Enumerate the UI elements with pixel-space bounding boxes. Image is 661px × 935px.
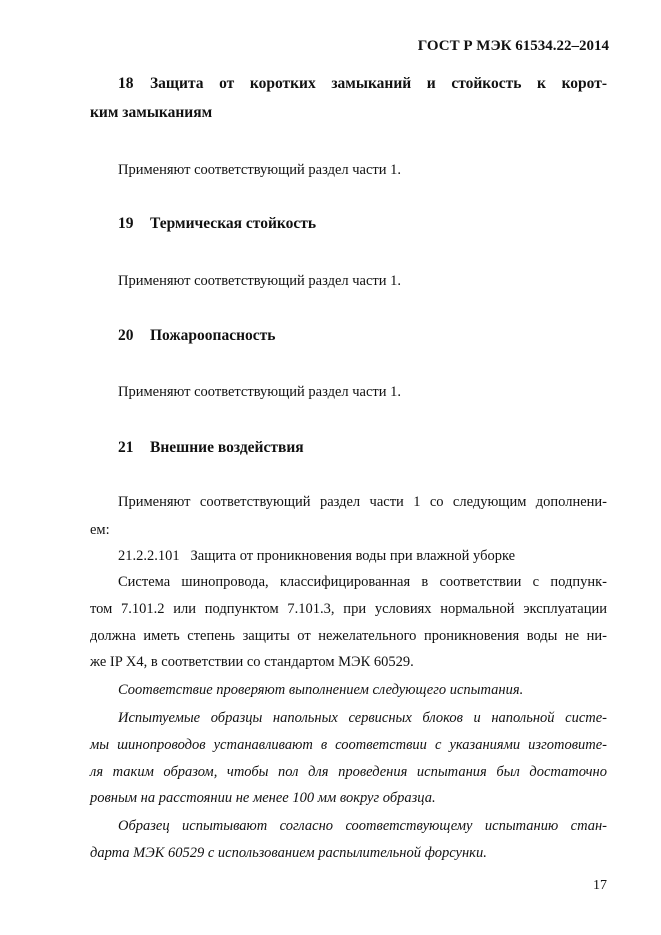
paragraph-line: Система шинопровода, классифицированная в соответствии с подпунк-: [118, 574, 607, 590]
section-number: 20: [118, 327, 134, 344]
paragraph-line: Испытуемые образцы напольных сервисных блоков и напольной систе-: [118, 710, 607, 726]
paragraph-line: мы шинопроводов устанавливают в соответствии с указаниями изготовите-: [90, 737, 607, 753]
section-number: 21: [118, 439, 134, 456]
paragraph-line: должна иметь степень защиты от нежелательного проникновения воды не ни-: [90, 628, 607, 644]
paragraph-line: том 7.101.2 или подпунктом 7.101.3, при условиях нормальной эксплуатации: [90, 601, 607, 617]
section-20-heading: [118, 327, 607, 345]
page-number: 17: [593, 878, 607, 893]
paragraph-line: ровным на расстоянии не менее 100 мм вокруг образца.: [90, 790, 436, 806]
section-number: 18: [118, 75, 134, 92]
paragraph-line: ем:: [90, 522, 110, 538]
section-18-heading: [118, 75, 607, 93]
paragraph-line: ля таким образом, чтобы пол для проведения испытания был достаточно: [90, 764, 607, 780]
subclause-heading: 21.2.2.101 Защита от проникновения воды при влажной уборке: [118, 548, 516, 564]
document-header: ГОСТ Р МЭК 61534.22–2014: [417, 38, 609, 54]
paragraph-line: Образец испытывают согласно соответствующему испытанию стан-: [118, 818, 607, 834]
section-18-text: Применяют соответствующий раздел части 1.: [118, 162, 402, 178]
heading-text: Термическая стойкость: [150, 215, 317, 232]
heading-text: Пожароопасность: [150, 327, 276, 344]
section-21-heading: [118, 439, 607, 457]
section-20-text: Применяют соответствующий раздел части 1.: [118, 384, 402, 400]
heading-text: Внешние воздействия: [150, 439, 304, 456]
paragraph-line: Соответствие проверяют выполнением следующего испытания.: [118, 682, 524, 698]
section-number: 19: [118, 215, 134, 232]
section-18-heading-cont: ким замыканиям: [90, 104, 213, 121]
section-19-heading: [118, 215, 607, 233]
heading-text: Защита от коротких замыканий и стойкость к корот-: [150, 75, 607, 92]
section-19-text: Применяют соответствующий раздел части 1.: [118, 273, 402, 289]
paragraph-line: дарта МЭК 60529 с использованием распылительной форсунки.: [90, 845, 487, 861]
paragraph-line: же IP X4, в соответствии со стандартом МЭК 60529.: [90, 654, 414, 670]
paragraph-line: Применяют соответствующий раздел части 1 со следующим дополнени-: [118, 494, 607, 510]
